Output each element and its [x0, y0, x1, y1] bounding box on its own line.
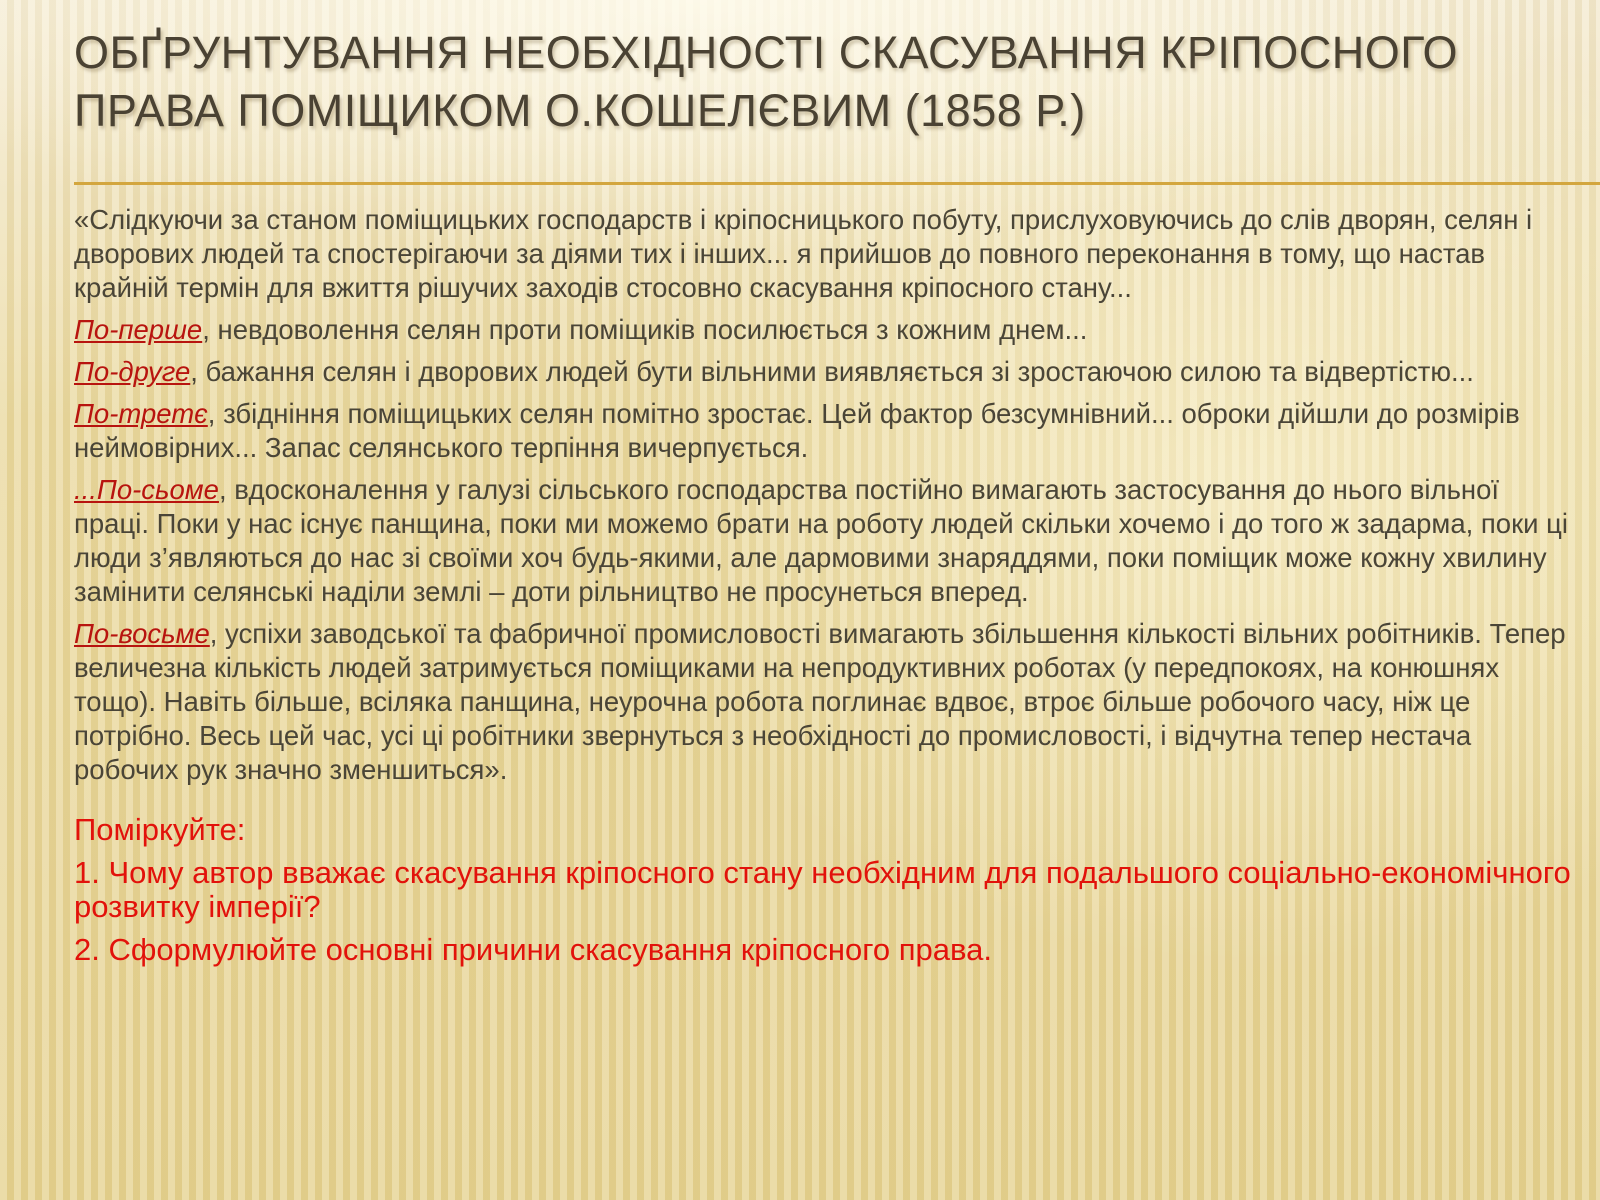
point-text-1: , невдоволення селян проти поміщиків посилюється з кожним днем...: [202, 314, 1088, 345]
point-lead-2: По-друге: [74, 356, 191, 387]
point-text-8: , успіхи заводської та фабричної промисловості вимагають збільшення кількості вільних робітників. Тепер величезна кількість людей затримується поміщиками на непродуктивних роботах (у передпокоях, на конюшнях тощо). Навіть більше, всіляка панщина, неурочна робота поглинає вдвоє, втроє більше робочого часу, ніж це потрібно. Весь цей час, усі ці робітники звернуться з необхідності до промисловості, і відчутна тепер нестача робочих рук значно зменшиться».: [74, 618, 1566, 785]
quote-intro: «Слідкуючи за станом поміщицьких господарств і кріпосницького побуту, прислуховуючись до слів дворян, селян і дворових людей та спостерігаючи за діями тих і інших... я прийшов до повного переконання в тому, що настав крайній термін для вжиття рішучих заходів стосовно скасування кріпосного стану...: [74, 204, 1533, 303]
question-1: 1. Чому автор вважає скасування кріпосного стану необхідним для подальшого соціально-економічного розвитку імперії?: [74, 855, 1571, 924]
question-2: 2. Сформулюйте основні причини скасування кріпосного права.: [74, 932, 993, 967]
quote-body: [74, 203, 1574, 976]
questions-heading: Поміркуйте:: [74, 812, 246, 847]
title-divider: [74, 182, 1600, 185]
questions-block: [74, 813, 1574, 967]
point-lead-7: ...По-сьоме: [74, 474, 219, 505]
point-text-7: , вдосконалення у галузі сільського господарства постійно вимагають застосування до нього вільної праці. Поки у нас існує панщина, поки ми можемо брати на роботу людей скільки хочемо і до того ж задарма, поки ці люди з’являються до нас зі своїми хоч будь-якими, але дармовими знаряддями, поки поміщик може кожну хвилину замінити селянські наділи землі – доти рільництво не просунеться вперед.: [74, 474, 1568, 607]
quote-point-7: [74, 473, 1574, 609]
point-text-2: , бажання селян і дворових людей бути вільними виявляється зі зростаючою силою та відвертістю...: [190, 356, 1474, 387]
point-text-3: , збідніння поміщицьких селян помітно зростає. Цей фактор безсумнівний... оброки дійшли до розмірів неймовірних... Запас селянського терпіння вичерпується.: [74, 398, 1520, 463]
quote-point-1: [74, 313, 1574, 347]
point-lead-3: По-третє: [74, 398, 208, 429]
quote-point-8: [74, 617, 1574, 787]
quote-point-3: [74, 397, 1574, 465]
point-lead-8: По-восьме: [74, 618, 210, 649]
slide-title: ОБҐРУНТУВАННЯ НЕОБХІДНОСТІ СКАСУВАННЯ КРІПОСНОГО ПРАВА ПОМІЩИКОМ О.КОШЕЛЄВИМ (1858 Р.): [74, 27, 1459, 136]
point-lead-1: По-перше: [74, 314, 203, 345]
quote-point-2: [74, 355, 1574, 389]
